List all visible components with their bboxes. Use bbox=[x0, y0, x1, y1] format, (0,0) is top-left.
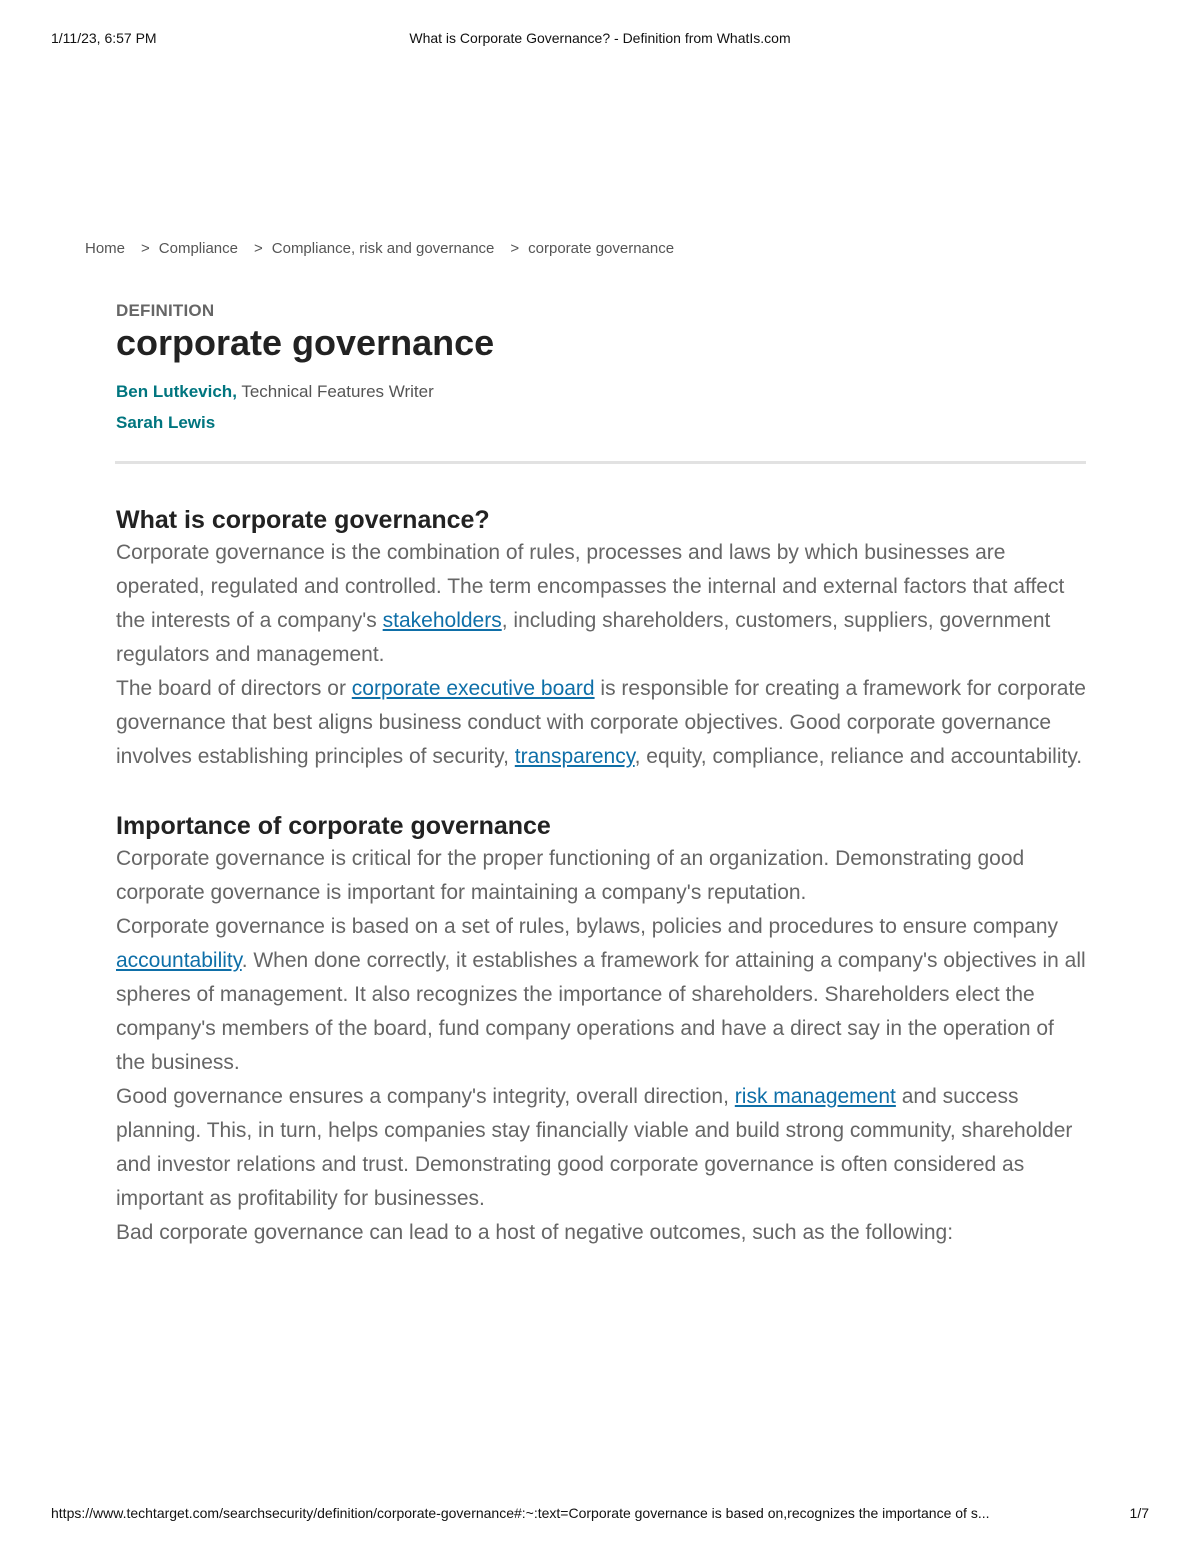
paragraph: Corporate governance is critical for the proper functioning of an organization. Demonstrating good corporate governance is important for maintaining a company's reputation. bbox=[116, 847, 1025, 904]
paragraph-text: , including shareholders, customers, suppliers, government regulators and management. bbox=[116, 609, 1051, 666]
paragraph-text: , equity, compliance, reliance and accountability. bbox=[634, 745, 1083, 768]
author-link-ben-lutkevich[interactable]: Ben Lutkevich, bbox=[116, 382, 237, 401]
section-heading-importance: Importance of corporate governance bbox=[116, 812, 551, 840]
paragraph-text: Good governance ensures a company's integrity, overall direction, bbox=[116, 1085, 735, 1108]
definition-label: DEFINITION bbox=[116, 301, 215, 320]
paragraph bbox=[116, 1080, 1086, 1216]
breadcrumb bbox=[85, 240, 674, 257]
paragraph bbox=[116, 910, 1086, 1080]
print-url: https://www.techtarget.com/searchsecurity/definition/corporate-governance#:~:text=Corporate governance is based on,recognizes the importance of s... bbox=[51, 1505, 990, 1521]
page-title: corporate governance bbox=[116, 322, 495, 363]
breadcrumb-compliance[interactable]: Compliance bbox=[158, 240, 238, 257]
print-page-title: What is Corporate Governance? - Definition from WhatIs.com bbox=[409, 30, 791, 46]
byline bbox=[116, 376, 1086, 438]
link-stakeholders[interactable]: stakeholders bbox=[382, 609, 502, 632]
breadcrumb-corporate-governance[interactable]: corporate governance bbox=[528, 240, 675, 257]
link-transparency[interactable]: transparency bbox=[514, 745, 635, 768]
link-risk-management[interactable]: risk management bbox=[734, 1085, 896, 1108]
article bbox=[116, 300, 1086, 1250]
paragraph-text: Corporate governance is the combination of rules, processes and laws by which businesses are operated, regulated and controlled. The term encompasses the internal and external factors that affect the interests of a company's bbox=[116, 541, 1065, 632]
header-divider bbox=[115, 461, 1086, 464]
paragraph-text: The board of directors or bbox=[116, 677, 352, 700]
link-accountability[interactable]: accountability bbox=[116, 949, 242, 972]
breadcrumb-separator: > bbox=[510, 240, 520, 257]
print-date: 1/11/23, 6:57 PM bbox=[51, 30, 157, 46]
breadcrumb-home[interactable]: Home bbox=[85, 240, 126, 257]
print-page-number: 1/7 bbox=[1129, 1505, 1149, 1521]
author-role: Technical Features Writer bbox=[241, 382, 434, 401]
print-header bbox=[51, 30, 1149, 48]
paragraph-text: is responsible for creating a framework for corporate governance that best aligns business conduct with corporate objectives. Good corporate governance involves establishing principles of security, bbox=[116, 677, 1086, 768]
paragraph bbox=[116, 672, 1086, 774]
breadcrumb-separator: > bbox=[141, 240, 150, 257]
section-heading-what-is: What is corporate governance? bbox=[116, 506, 490, 534]
paragraph: Bad corporate governance can lead to a host of negative outcomes, such as the following: bbox=[116, 1221, 954, 1244]
link-corporate-executive-board[interactable]: corporate executive board bbox=[351, 677, 595, 700]
author-line bbox=[116, 376, 1086, 407]
breadcrumb-separator: > bbox=[254, 240, 263, 257]
paragraph bbox=[116, 536, 1086, 672]
print-footer bbox=[51, 1505, 1149, 1523]
paragraph-text: Corporate governance is based on a set of rules, bylaws, policies and procedures to ensure company bbox=[116, 915, 1059, 938]
author-line bbox=[116, 407, 1086, 438]
author-link-sarah-lewis[interactable]: Sarah Lewis bbox=[116, 413, 216, 432]
paragraph-text: and success planning. This, in turn, helps companies stay financially viable and build strong community, shareholder and investor relations and trust. Demonstrating good corporate governance is often considered as important as profitability for businesses. bbox=[116, 1085, 1073, 1210]
breadcrumb-compliance-risk-governance[interactable]: Compliance, risk and governance bbox=[271, 240, 495, 257]
paragraph-text: . When done correctly, it establishes a framework for attaining a company's objectives in all spheres of management. It also recognizes the importance of shareholders. Shareholders elect the company's members of the board, fund company operations and have a direct say in the operation of the business. bbox=[116, 949, 1086, 1074]
